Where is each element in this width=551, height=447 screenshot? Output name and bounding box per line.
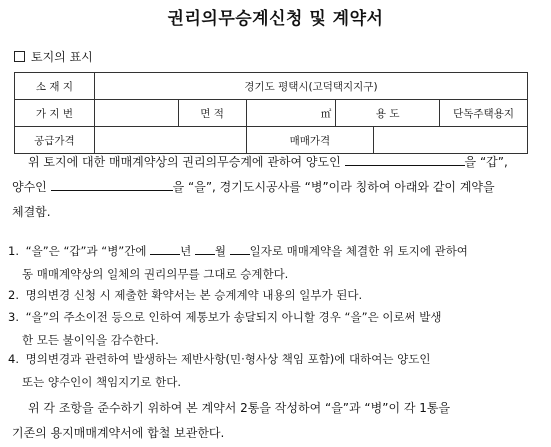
item-text-line2: 또는 양수인이 책임지기로 한다.	[22, 375, 182, 389]
location-value[interactable]: 경기도 평택시(고덕택지지구)	[94, 73, 527, 100]
section-label: 토지의 표시	[31, 50, 93, 64]
closing-line-1: 위 각 조항을 준수하기 위하여 본 계약서 2통을 작성하여 “을”과 “병”이 각 1통을	[28, 401, 451, 415]
list-item-1	[8, 240, 544, 286]
supply-price-label: 공급가격	[15, 127, 95, 154]
item-number: 2.	[8, 288, 19, 302]
month-blank[interactable]	[195, 242, 215, 255]
item-text: 명의변경 신청 시 제출한 확약서는 본 승계계약 내용의 일부가 된다.	[25, 288, 363, 302]
area-value[interactable]	[246, 100, 336, 127]
intro-text-5: 체결함.	[12, 205, 51, 219]
use-value[interactable]: 단독주택용지	[440, 100, 528, 127]
year-label: 년	[180, 244, 192, 258]
item-number: 3.	[8, 310, 19, 324]
item-number: 1.	[8, 244, 19, 258]
item-text-line2: 동 매매계약상의 일체의 권리의무를 그대로 승계한다.	[22, 267, 289, 281]
document-title: 권리의무승계신청 및 계약서	[167, 9, 384, 29]
item-text-line2: 한 모든 불이익을 감수한다.	[22, 333, 159, 347]
lot-number-value[interactable]	[94, 100, 178, 127]
intro-text-1: 위 토지에 대한 매매계약상의 권리의무승계에 관하여 양도인	[28, 155, 341, 169]
area-label: 면 적	[178, 100, 246, 127]
intro-text-2: 을 “갑”,	[464, 155, 508, 169]
checkbox-icon[interactable]	[14, 51, 25, 62]
lot-number-label: 가 지 번	[15, 100, 95, 127]
transferee-blank[interactable]	[51, 178, 173, 191]
item-number: 4.	[8, 352, 19, 366]
closing-line-2: 기존의 용지매매계약서에 합철 보관한다.	[12, 426, 225, 440]
intro-text-3: 양수인	[12, 180, 47, 194]
use-label: 용 도	[336, 100, 440, 127]
intro-text-4: 을 “을”, 경기도시공사를 “병”이라 칭하여 아래와 같이 계약을	[172, 180, 495, 194]
closing-paragraph	[12, 396, 540, 446]
location-label: 소 재 지	[15, 73, 95, 100]
list-item-3	[8, 306, 544, 352]
day-blank[interactable]	[230, 242, 250, 255]
transferor-blank[interactable]	[345, 153, 465, 166]
item-text: “을”의 주소이전 등으로 인하여 제통보가 송달되지 아니할 경우 “을”은 이로써 발생	[25, 310, 442, 324]
item-text-cont: 일자로 매매계약을 체결한 위 토지에 관하여	[249, 244, 468, 258]
area-unit: ㎡	[320, 107, 332, 120]
year-blank[interactable]	[150, 242, 180, 255]
intro-paragraph	[12, 150, 540, 225]
section-land-display	[14, 48, 93, 65]
month-label: 월	[214, 244, 227, 258]
land-table	[14, 72, 528, 154]
list-item-2	[8, 284, 544, 307]
sale-price-label: 매매가격	[246, 127, 374, 154]
item-text: “을”은 “갑”과 “병”간에	[25, 244, 147, 258]
item-text: 명의변경과 관련하여 발생하는 제반사항(민·형사상 책임 포함)에 대하여는 양도인	[25, 352, 431, 366]
list-item-4	[8, 348, 544, 394]
